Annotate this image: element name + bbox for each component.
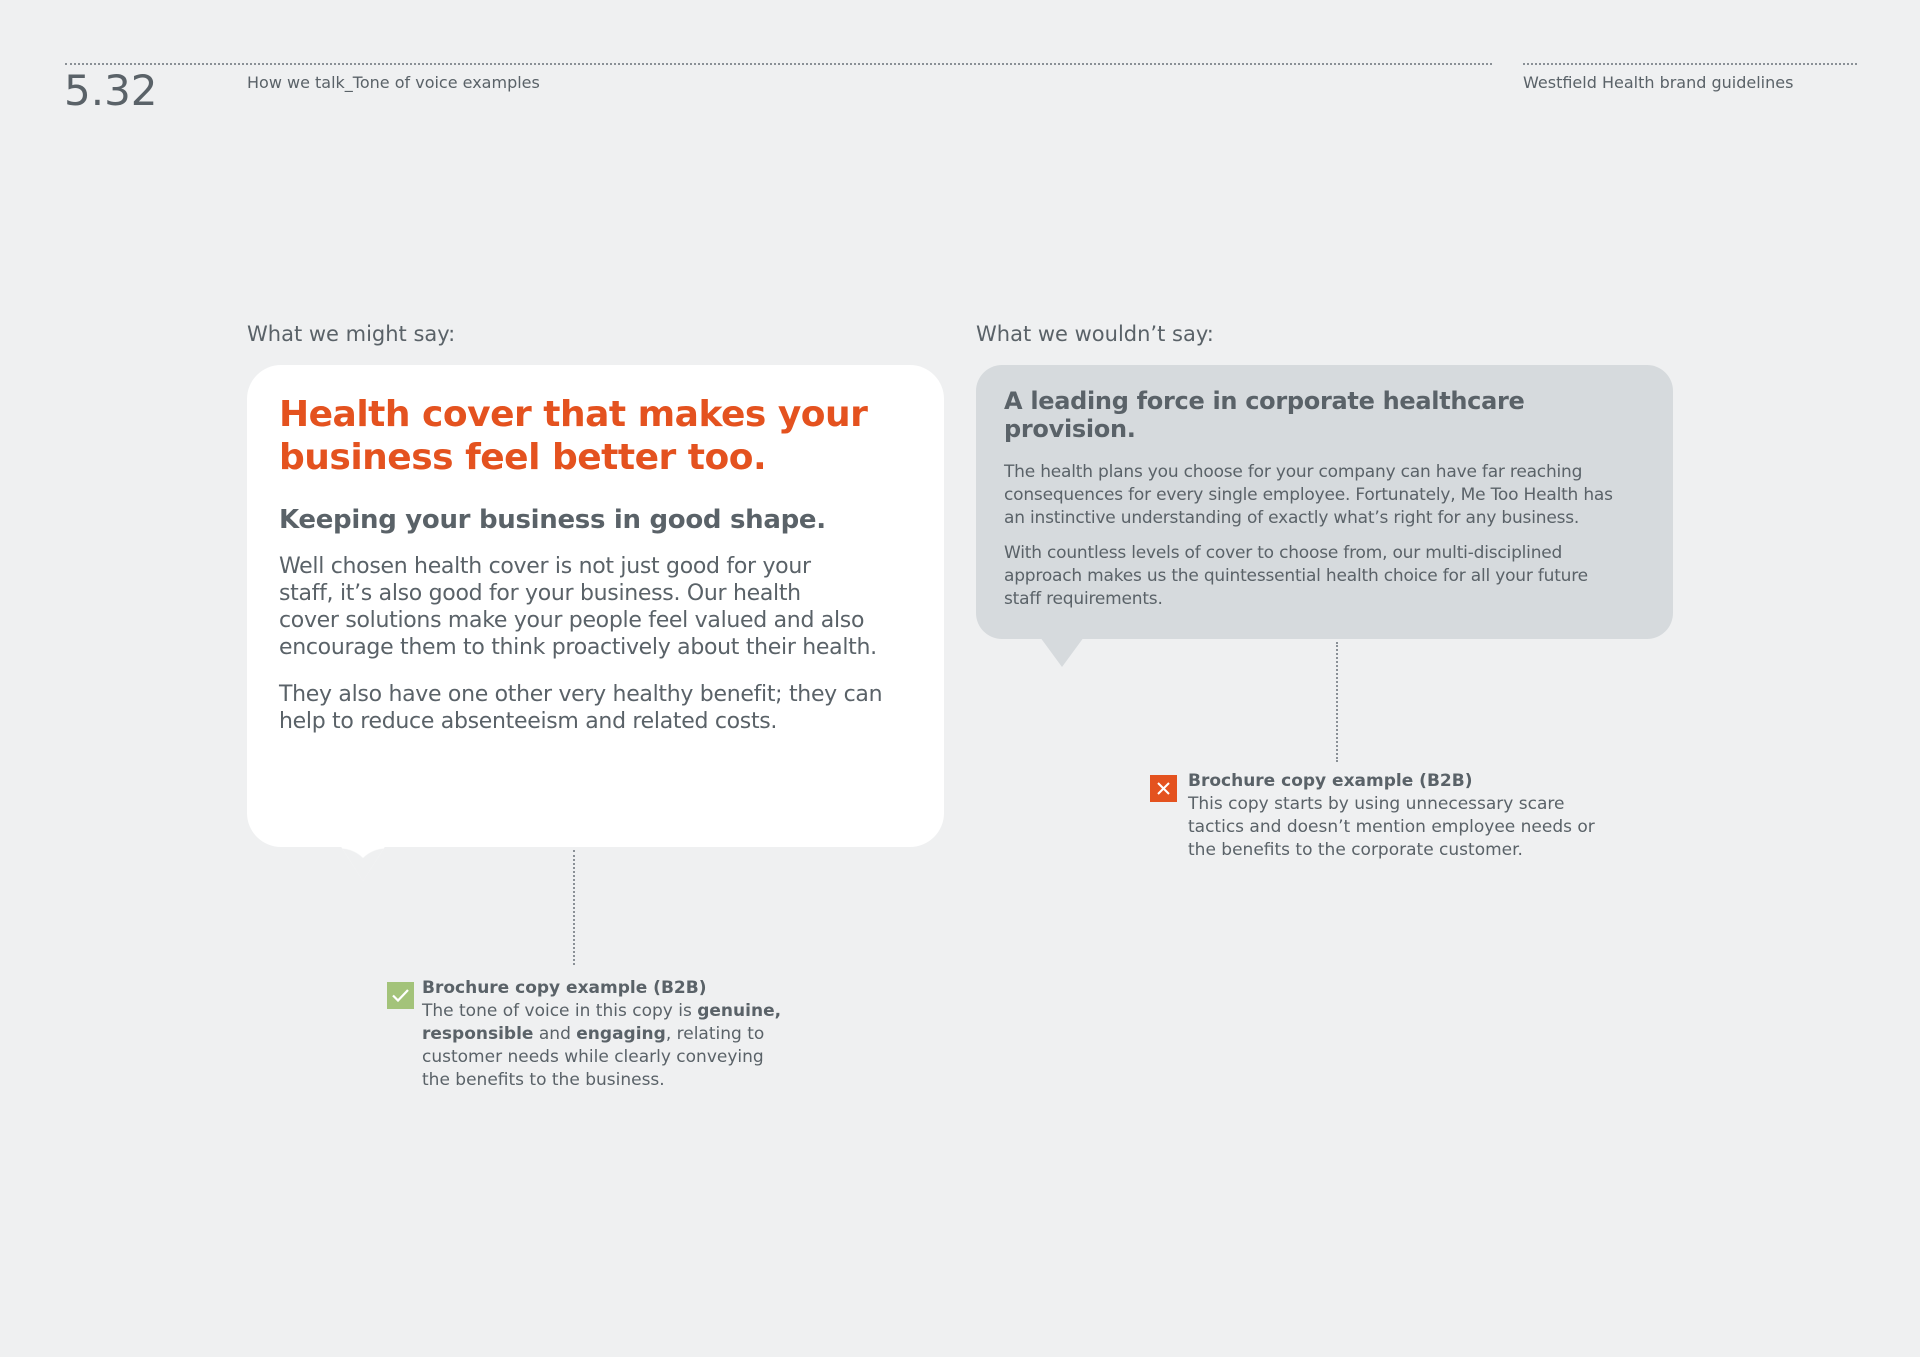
good-example-subhead: Keeping your business in good shape. <box>279 505 826 535</box>
good-para1-line-4: encourage them to think proactively about their health. <box>279 635 877 660</box>
good-example-note <box>422 977 782 1092</box>
bad-example-paragraph-2 <box>1004 542 1645 611</box>
bad-bubble-tail <box>1040 637 1084 667</box>
check-icon <box>387 982 414 1009</box>
good-connector-line <box>573 850 575 965</box>
bad-example-note <box>1188 770 1608 862</box>
document-title: Westfield Health brand guidelines <box>1523 73 1794 92</box>
header-rule-right <box>1523 63 1857 65</box>
good-note-line-1 <box>422 1000 782 1023</box>
bad-para2-line-1: With countless levels of cover to choose from, our multi-disciplined <box>1004 543 1563 563</box>
good-para2-line-1: They also have one other very healthy benefit; they can <box>279 682 883 707</box>
bad-para2-line-2: approach makes us the quintessential health choice for all your future <box>1004 566 1588 586</box>
page-number: 5.32 <box>64 66 158 115</box>
good-note-line-4: the benefits to the business. <box>422 1070 665 1090</box>
good-note-prefix: The tone of voice in this copy is <box>422 1001 698 1021</box>
good-note-line-2 <box>422 1023 782 1046</box>
header-rule-left <box>65 63 1492 65</box>
good-bubble-tail <box>340 845 386 881</box>
good-example-bubble <box>247 365 944 847</box>
section-title: How we talk_Tone of voice examples <box>247 73 540 92</box>
bad-para1-line-1: The health plans you choose for your company can have far reaching <box>1004 462 1583 482</box>
bad-example-headline: A leading force in corporate healthcare provision. <box>1004 387 1525 443</box>
good-note-bold-genuine: genuine, <box>697 1001 782 1021</box>
good-note-mid: and <box>533 1024 577 1044</box>
bad-note-line-2: tactics and doesn’t mention employee needs or <box>1188 817 1595 837</box>
good-note-bold-responsible: responsible <box>422 1024 534 1044</box>
good-para1-line-3: cover solutions make your people feel valued and also <box>279 608 865 633</box>
good-para2-line-2: help to reduce absenteeism and related costs. <box>279 709 778 734</box>
bad-note-line-1: This copy starts by using unnecessary scare <box>1188 794 1565 814</box>
bad-para1-line-3: an instinctive understanding of exactly what’s right for any business. <box>1004 508 1580 528</box>
good-note-title: Brochure copy example (B2B) <box>422 978 707 998</box>
good-example-paragraph-1 <box>279 553 912 661</box>
good-para1-line-1: Well chosen health cover is not just good for your <box>279 554 811 579</box>
bad-example-bubble <box>976 365 1673 639</box>
good-note-line-3: customer needs while clearly conveying <box>422 1047 764 1067</box>
bad-note-title: Brochure copy example (B2B) <box>1188 771 1473 791</box>
good-example-headline <box>279 393 912 479</box>
good-note-suffix: , relating to <box>665 1024 765 1044</box>
bad-note-line-3: the benefits to the corporate customer. <box>1188 840 1523 860</box>
good-note-bold-engaging: engaging <box>576 1024 666 1044</box>
good-example-paragraph-2 <box>279 681 912 735</box>
good-headline-line-1: Health cover that makes your <box>279 394 868 435</box>
good-example-label: What we might say: <box>247 322 456 346</box>
good-para1-line-2: staff, it’s also good for your business. Our health <box>279 581 801 606</box>
good-headline-line-2: business feel better too. <box>279 437 767 478</box>
bad-connector-line <box>1336 642 1338 762</box>
bad-example-label: What we wouldn’t say: <box>976 322 1214 346</box>
bad-para2-line-3: staff requirements. <box>1004 589 1163 609</box>
bad-example-paragraph-1 <box>1004 461 1645 530</box>
bad-para1-line-2: consequences for every single employee. Fortunately, Me Too Health has <box>1004 485 1613 505</box>
cross-icon <box>1150 775 1177 802</box>
